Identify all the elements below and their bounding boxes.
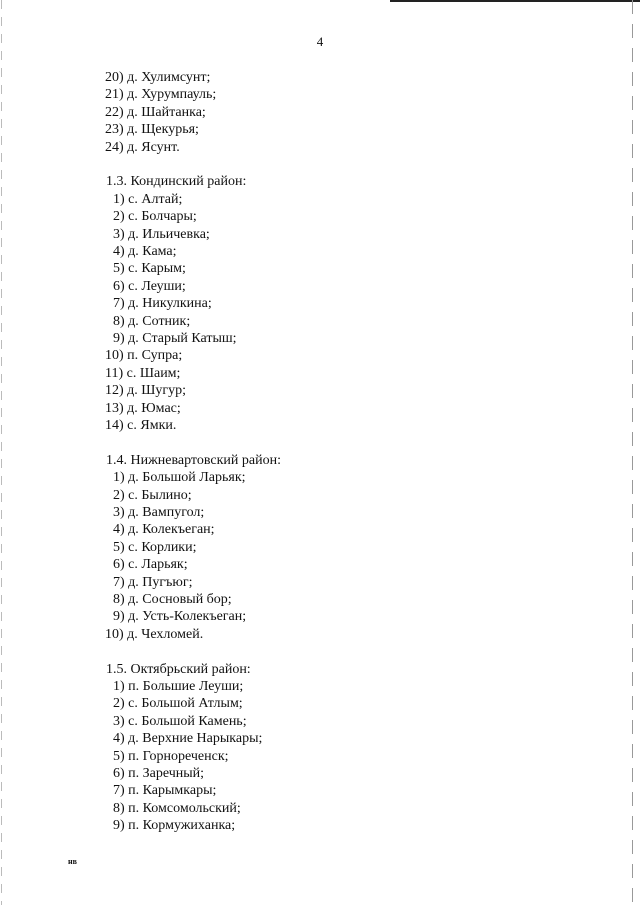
list-item: 1) с. Алтай; <box>113 191 183 207</box>
list-item: 9) п. Кормужиханка; <box>113 818 236 834</box>
list-item: 4) д. Колекъеган; <box>113 522 215 538</box>
list-item: 6) с. Леуши; <box>113 278 186 294</box>
list-item: 2) с. Большой Атлым; <box>113 696 243 712</box>
list-item: 3) с. Большой Камень; <box>113 713 247 729</box>
list-item: 8) п. Комсомольский; <box>113 800 241 816</box>
list-item: 5) п. Горнореченск; <box>113 748 229 764</box>
list-item: 8) д. Сосновый бор; <box>113 591 232 607</box>
section-heading: 1.3. Кондинский район: <box>106 174 247 190</box>
list-item: 13) д. Юмас; <box>105 400 181 416</box>
list-item: 3) д. Вампугол; <box>113 504 205 520</box>
list-item: 5) с. Карым; <box>113 261 186 277</box>
page-number: 4 <box>316 34 324 49</box>
list-item: 24) д. Ясунт. <box>105 139 180 155</box>
list-item: 9) д. Усть-Колекъеган; <box>113 609 247 625</box>
section-0 <box>0 69 640 156</box>
section-heading: 1.5. Октябрьский район: <box>106 661 251 677</box>
document-body <box>0 69 640 835</box>
section-heading: 1.4. Нижневартовский район: <box>106 452 281 468</box>
list-item: 6) с. Ларьяк; <box>113 557 188 573</box>
list-item: 20) д. Хулимсунт; <box>105 70 211 85</box>
list-item: 1) п. Большие Леуши; <box>113 679 244 694</box>
scan-top-line <box>390 0 640 2</box>
section-2 <box>0 452 640 643</box>
list-item: 21) д. Хурумпауль; <box>105 87 217 103</box>
list-item: 6) п. Заречный; <box>113 765 205 781</box>
list-item: 22) д. Шайтанка; <box>105 104 206 120</box>
footer-initials: нв <box>68 857 77 866</box>
list-item: 10) д. Чехломей. <box>105 626 204 642</box>
list-item: 9) д. Старый Катыш; <box>113 330 237 346</box>
list-item: 1) д. Большой Ларьяк; <box>113 470 246 486</box>
section-1 <box>0 173 640 434</box>
list-item: 7) д. Пугъюг; <box>113 574 193 590</box>
list-item: 4) д. Кама; <box>113 244 177 260</box>
list-item: 7) п. Карымкары; <box>113 783 217 799</box>
list-item: 3) д. Ильичевка; <box>113 226 210 242</box>
list-item: 8) д. Сотник; <box>113 313 191 329</box>
section-3 <box>0 661 640 835</box>
list-item: 12) д. Шугур; <box>105 383 187 399</box>
list-item: 14) с. Ямки. <box>105 417 177 433</box>
list-item: 7) д. Никулкина; <box>113 296 212 312</box>
list-item: 4) д. Верхние Нарыкары; <box>113 731 263 747</box>
list-item: 2) с. Болчары; <box>113 209 197 225</box>
list-item: 5) с. Корлики; <box>113 539 197 555</box>
list-item: 23) д. Щекурья; <box>105 122 199 138</box>
list-item: 10) п. Супра; <box>105 348 183 364</box>
list-item: 11) с. Шаим; <box>105 365 181 381</box>
list-item: 2) с. Былино; <box>113 487 192 503</box>
